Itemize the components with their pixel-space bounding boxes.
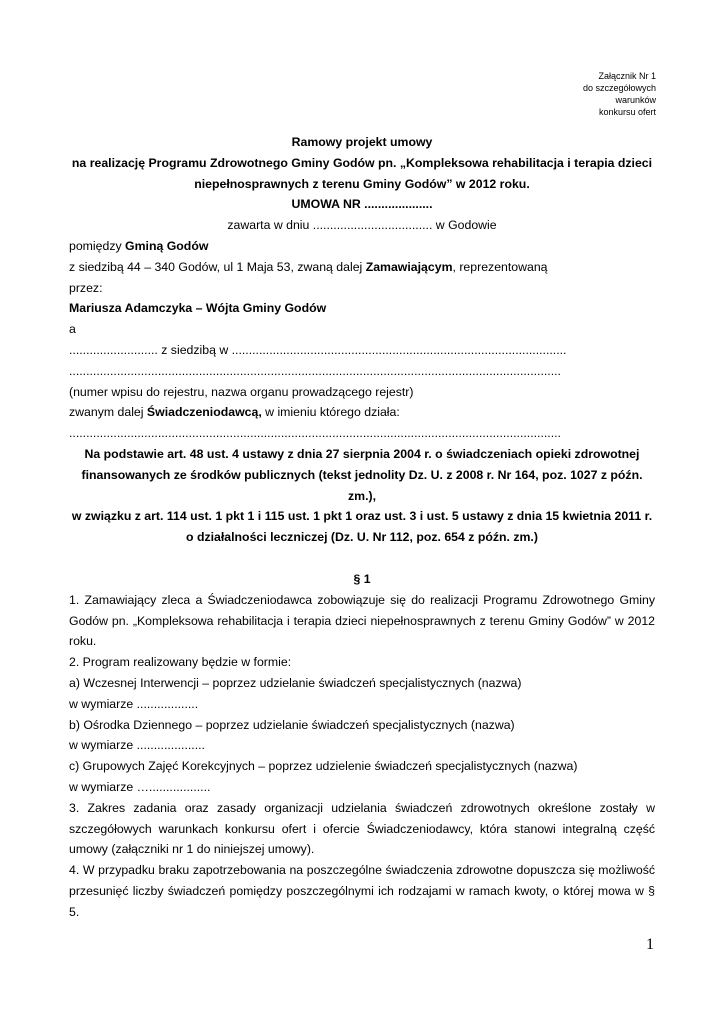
by-line: przez: bbox=[69, 280, 103, 295]
legal-basis-line: Na podstawie art. 48 ust. 4 ustawy z dnia 27 sierpnia 2004 r. o świadczeniach opieki zdrowotnej bbox=[84, 446, 640, 461]
clause-2c-dimension: w wymiarze ….................. bbox=[69, 779, 211, 794]
called-prefix: zwanym dalej bbox=[69, 405, 147, 420]
seat-line bbox=[69, 257, 655, 278]
concluded-line: zawarta w dniu ................................... w Godowie bbox=[227, 218, 497, 233]
page-number: 1 bbox=[646, 936, 654, 953]
document-body bbox=[69, 132, 655, 922]
provider-called-line bbox=[69, 402, 655, 423]
called-suffix: w imieniu którego działa: bbox=[261, 405, 400, 420]
seat-prefix: z siedzibą 44 – 340 Godów, ul 1 Maja 53, zwaną dalej bbox=[69, 259, 366, 274]
attachment-line: do szczegółowych bbox=[582, 83, 656, 93]
clause-2: 2. Program realizowany będzie w formie: bbox=[69, 655, 292, 670]
between-line bbox=[69, 236, 655, 257]
legal-basis bbox=[69, 444, 655, 548]
attachment-note bbox=[583, 70, 656, 118]
ordering-party-name: Gminą Godów bbox=[125, 238, 209, 253]
and-line: a bbox=[69, 322, 76, 337]
provider-blank-line: ................................................................................................................................................ bbox=[69, 363, 561, 378]
seat-suffix: , reprezentowaną bbox=[452, 259, 548, 274]
attachment-line: Załącznik Nr 1 bbox=[598, 71, 656, 81]
contract-number: UMOWA NR .................... bbox=[291, 197, 433, 212]
clause-4: 4. W przypadku braku zapotrzebowania na poszczególne świadczenia zdrowotne dopuszcza się możliwość przesunięć liczby świadczeń pomiędzy poszczególnymi ich rodzajami w ramach kwoty, o której mowa w § 5. bbox=[69, 863, 655, 919]
legal-basis-line: finansowanych ze środków publicznych (tekst jednolity Dz. U. z 2008 r. Nr 164, poz. 1027 z późn. zm.), bbox=[81, 467, 643, 503]
register-note: (numer wpisu do rejestru, nazwa organu prowadzącego rejestr) bbox=[69, 384, 414, 399]
clause-2b: b) Ośrodka Dziennego – poprzez udzielanie świadczeń specjalistycznych (nazwa) bbox=[69, 717, 515, 732]
attachment-line: konkursu ofert bbox=[598, 107, 656, 117]
attachment-line: warunków bbox=[615, 95, 656, 105]
ordering-party-role: Zamawiającym bbox=[365, 259, 453, 274]
clause-2b-dimension: w wymiarze .................... bbox=[69, 738, 205, 753]
clause-2c: c) Grupowych Zajęć Korekcyjnych – poprzez udzielenie świadczeń specjalistycznych (nazwa) bbox=[69, 759, 578, 774]
document-title: Ramowy projekt umowy bbox=[291, 135, 433, 149]
legal-basis-line: o działalności leczniczej (Dz. U. Nr 112, poz. 654 z późn. zm.) bbox=[186, 530, 538, 545]
representative-name: Mariusza Adamczyka – Wójta Gminy Godów bbox=[69, 301, 327, 316]
section-heading: § 1 bbox=[353, 571, 371, 586]
clause-1: 1. Zamawiający zleca a Świadczeniodawca zobowiązuje się do realizacji Programu Zdrowotnego Gminy Godów pn. „Kompleksowa rehabilitacja i terapia dzieci niepełnosprawnych z terenu Gminy Godów” w 2012 roku. bbox=[69, 592, 655, 649]
clause-2a-dimension: w wymiarze .................. bbox=[69, 696, 199, 711]
provider-seat-line: .......................... z siedzibą w .................................................................................................. bbox=[69, 342, 567, 357]
clause-3: 3. Zakres zadania oraz zasady organizacji udzielania świadczeń zdrowotnych określone zostały w szczegółowych warunkach konkursu ofert i ofercie Świadczeniodawcy, która stanowi integralną część umowy (załączniki nr 1 do niniejszej umowy). bbox=[69, 800, 655, 857]
document-subtitle: na realizację Programu Zdrowotnego Gminy Godów pn. „Kompleksowa rehabilitacja i terapia dzieci niepełnosprawnych z terenu Gminy Godów” w 2012 roku. bbox=[71, 155, 653, 191]
between-prefix: pomiędzy bbox=[69, 238, 126, 253]
acting-blank-line: ................................................................................................................................................ bbox=[69, 426, 561, 441]
provider-role: Świadczeniodawcą, bbox=[146, 405, 262, 420]
clause-2a: a) Wczesnej Interwencji – poprzez udzielanie świadczeń specjalistycznych (nazwa) bbox=[69, 675, 522, 690]
legal-basis-line: w związku z art. 114 ust. 1 pkt 1 i 115 ust. 1 pkt 1 oraz ust. 3 i ust. 5 ustawy z dnia 15 kwietnia 2011 r. bbox=[71, 509, 653, 524]
